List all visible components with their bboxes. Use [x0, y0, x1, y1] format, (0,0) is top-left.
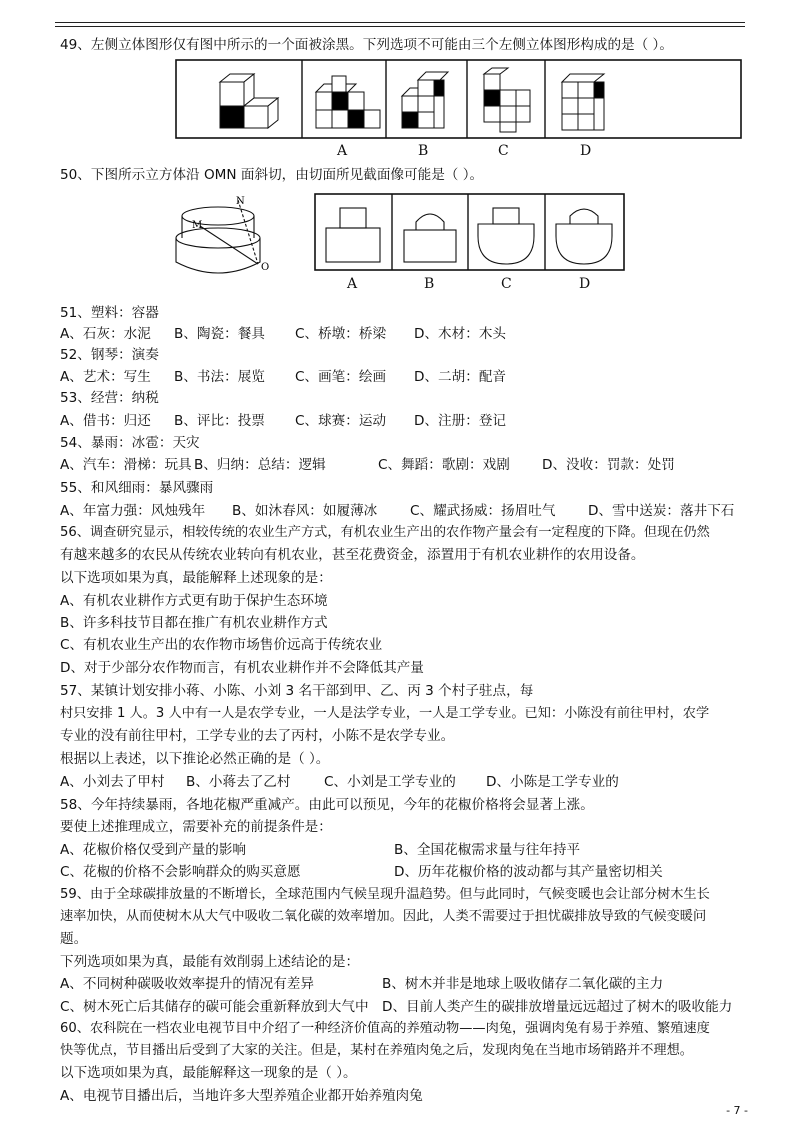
q53-option-d[interactable]: D、注册：登记 — [414, 413, 507, 429]
q50-stem: 50、下图所示立方体沿 OMN 面斜切，由切面所见截面像可能是（ ）。 — [60, 167, 484, 183]
q53-option-b[interactable]: B、评比：投票 — [174, 413, 265, 429]
q55-option-a[interactable]: A、年富力强：风烛残年 — [60, 503, 206, 519]
q59-option-a[interactable]: A、不同树种碳吸收效率提升的情况有差异 — [60, 976, 314, 992]
q52-stem: 52、钢琴：演奏 — [60, 347, 159, 363]
q50-option-d-figure — [556, 209, 612, 264]
q52-option-d[interactable]: D、二胡：配音 — [414, 369, 507, 385]
q56-stem-line-2: 有越来越多的农民从传统农业转向有机农业，甚至花费资金，添置用于有机农业耕作的农用设备。 — [60, 547, 645, 563]
header-rule-top — [55, 22, 745, 23]
q55-option-b[interactable]: B、如沐春风：如履薄冰 — [232, 503, 378, 519]
q50-label-d: D — [579, 276, 591, 292]
q49-label-c: C — [498, 143, 509, 159]
q50-label-b: B — [424, 276, 435, 292]
q57-option-c[interactable]: C、小刘是工学专业的 — [324, 774, 456, 790]
q50-figure — [0, 188, 800, 308]
q49-option-a-figure — [316, 76, 380, 128]
q52-option-a[interactable]: A、艺术：写生 — [60, 369, 151, 385]
q58-option-b[interactable]: B、全国花椒需求量与往年持平 — [394, 842, 581, 858]
q60-stem-line-2: 快等优点，节目播出后受到了大家的关注。但是，某村在养殖肉兔之后，发现肉兔在当地市场销路并不理想。 — [60, 1043, 693, 1058]
q53-option-c[interactable]: C、球赛：运动 — [295, 413, 387, 429]
q51-option-b[interactable]: B、陶瓷：餐具 — [174, 326, 265, 342]
q54-option-a[interactable]: A、汽车：滑梯：玩具 — [60, 457, 192, 473]
q55-option-d[interactable]: D、雪中送炭：落井下石 — [588, 503, 735, 519]
q56-stem-line-3: 以下选项如果为真，最能解释上述现象的是： — [60, 570, 332, 586]
q57-option-a[interactable]: A、小刘去了甲村 — [60, 774, 165, 790]
q49-reference-figure — [220, 74, 278, 128]
q53-stem: 53、经营：纳税 — [60, 390, 159, 406]
q59-stem-line-4: 下列选项如果为真，最能有效削弱上述结论的是： — [60, 954, 360, 970]
q59-option-d[interactable]: D、目前人类产生的碳排放增量远远超过了树木的吸收能力 — [382, 999, 733, 1015]
q57-option-d[interactable]: D、小陈是工学专业的 — [486, 774, 619, 790]
q59-stem-line-1: 59、由于全球碳排放量的不断增长，全球范围内气候呈现升温趋势。但与此同时，气候变暖也会让部分树木生长 — [60, 887, 710, 902]
q60-stem-line-3: 以下选项如果为真，最能解释这一现象的是（ ）。 — [60, 1065, 357, 1081]
q59-stem-line-3: 题。 — [60, 931, 88, 947]
q60-option-a[interactable]: A、电视节目播出后，当地许多大型养殖企业都开始养殖肉兔 — [60, 1088, 423, 1104]
q49-option-d-figure — [562, 74, 604, 130]
q54-stem: 54、暴雨：冰雹：天灾 — [60, 435, 200, 451]
q59-stem-line-2: 速率加快，从而使树木从大气中吸收二氧化碳的效率增加。因此，人类不需要过于担忧碳排放导致的气候变暖问 — [60, 909, 707, 924]
q58-option-a[interactable]: A、花椒价格仅受到产量的影响 — [60, 842, 247, 858]
q60-stem-line-1: 60、农科院在一档农业电视节目中介绍了一种经济价值高的养殖动物——肉兔，强调肉兔有易于养殖、繁殖速度 — [60, 1021, 710, 1036]
q51-stem: 51、塑料：容器 — [60, 305, 159, 321]
q49-label-b: B — [418, 143, 429, 159]
q52-option-b[interactable]: B、书法：展览 — [174, 369, 265, 385]
q57-option-b[interactable]: B、小蒋去了乙村 — [186, 774, 291, 790]
q55-stem: 55、和风细雨：暴风骤雨 — [60, 480, 214, 496]
q59-option-c[interactable]: C、树木死亡后其储存的碳可能会重新释放到大气中 — [60, 999, 369, 1015]
q54-option-b[interactable]: B、归纳：总结：逻辑 — [194, 457, 326, 473]
q56-option-a[interactable]: A、有机农业耕作方式更有助于保护生态环境 — [60, 593, 328, 609]
header-rule-bottom — [55, 26, 745, 27]
q57-stem-line-4: 根据以上表述，以下推论必然正确的是（ ）。 — [60, 751, 330, 767]
q51-option-d[interactable]: D、木材：木头 — [414, 326, 507, 342]
q50-label-a: A — [347, 276, 358, 292]
q50-letter-m: M — [192, 220, 203, 231]
q58-stem-line-2: 要使上述推理成立，需要补充的前提条件是： — [60, 819, 332, 835]
q57-stem-line-2: 村只安排 1 人。3 人中有一人是农学专业，一人是法学专业，一人是工学专业。已知：小陈没有前往甲村，农学 — [60, 706, 710, 721]
q56-stem-line-1: 56、调查研究显示，相较传统的农业生产方式，有机农业生产出的农作物产量会有一定程度的下降。但现在仍然 — [60, 525, 710, 540]
q51-option-a[interactable]: A、石灰：水泥 — [60, 326, 151, 342]
q56-option-d[interactable]: D、对于少部分农作物而言，有机农业耕作并不会降低其产量 — [60, 660, 424, 676]
q49-option-b-figure — [402, 72, 448, 128]
q49-stem: 49、左侧立体图形仅有图中所示的一个面被涂黑。下列选项不可能由三个左侧立体图形构成的是（ ）。 — [60, 37, 673, 53]
q50-option-b-figure — [404, 214, 456, 262]
q50-solid — [176, 200, 260, 273]
q50-option-c-figure — [478, 208, 534, 264]
q57-stem-line-1: 57、某镇计划安排小蒋、小陈、小刘 3 名干部到甲、乙、丙 3 个村子驻点，每 — [60, 683, 534, 699]
q58-option-c[interactable]: C、花椒的价格不会影响群众的购买意愿 — [60, 864, 301, 880]
q54-option-c[interactable]: C、舞蹈：歌剧：戏剧 — [378, 457, 510, 473]
q50-letter-n: N — [236, 196, 245, 207]
q57-stem-line-3: 专业的没有前往甲村，工学专业的去了丙村，小陈不是农学专业。 — [60, 728, 455, 744]
q50-option-a-figure — [326, 208, 380, 262]
q54-option-d[interactable]: D、没收：罚款：处罚 — [542, 457, 675, 473]
q59-option-b[interactable]: B、树木并非是地球上吸收储存二氧化碳的主力 — [382, 976, 664, 992]
q56-option-b[interactable]: B、许多科技节目都在推广有机农业耕作方式 — [60, 615, 328, 631]
page-number: - 7 - — [726, 1104, 748, 1117]
q49-label-d: D — [580, 143, 592, 159]
q49-option-c-figure — [484, 68, 530, 132]
q55-option-c[interactable]: C、耀武扬威：扬眉吐气 — [410, 503, 556, 519]
q56-option-c[interactable]: C、有机农业生产出的农作物市场售价远高于传统农业 — [60, 637, 383, 653]
q58-stem-line-1: 58、今年持续暴雨，各地花椒严重减产。由此可以预见，今年的花椒价格将会显著上涨。 — [60, 797, 594, 813]
q50-label-c: C — [501, 276, 512, 292]
q53-option-a[interactable]: A、借书：归还 — [60, 413, 151, 429]
q51-option-c[interactable]: C、桥墩：桥梁 — [295, 326, 387, 342]
q49-label-a: A — [337, 143, 348, 159]
q58-option-d[interactable]: D、历年花椒价格的波动都与其产量密切相关 — [394, 864, 663, 880]
q50-frame — [315, 194, 624, 270]
q52-option-c[interactable]: C、画笔：绘画 — [295, 369, 387, 385]
q50-letter-o: O — [261, 262, 270, 273]
